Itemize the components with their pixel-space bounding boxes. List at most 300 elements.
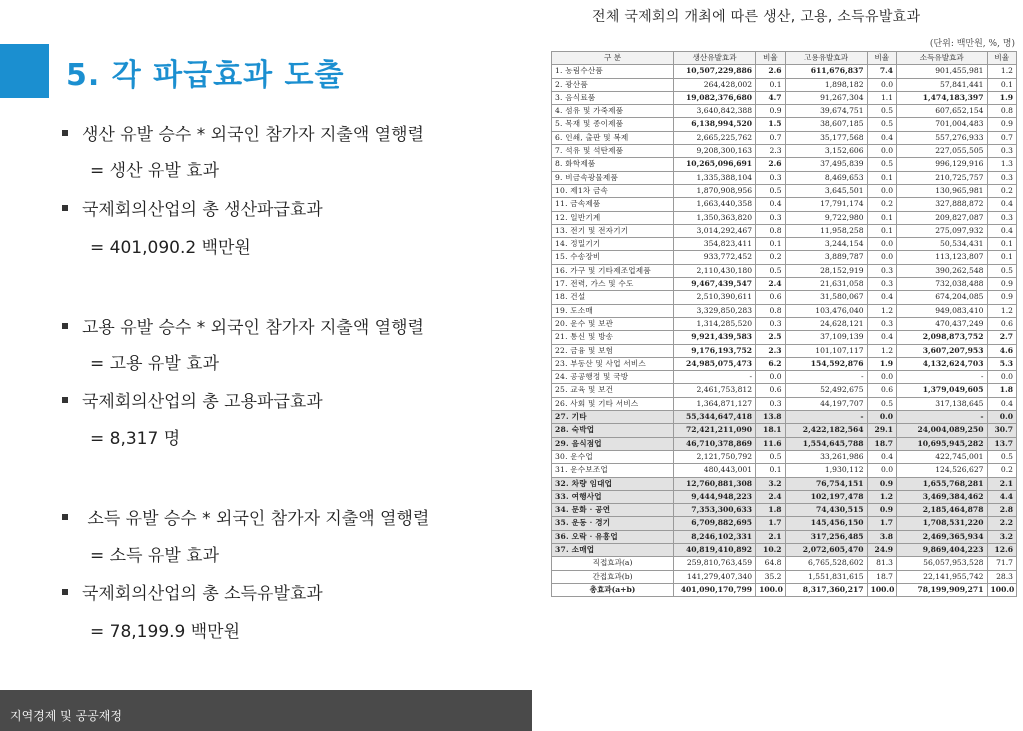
value-cell: 2,098,873,752 [897,331,987,344]
value-cell: 3,889,787 [785,251,867,264]
table-row [552,357,1017,370]
value-cell: 2.7 [987,331,1017,344]
value-cell: 0.7 [756,131,785,144]
row-label-cell: 23. 부동산 및 사업 서비스 [552,357,674,370]
value-cell: 22,141,955,742 [897,570,987,583]
value-cell: 72,421,211,090 [674,424,756,437]
table-row [552,238,1017,251]
row-label-cell: 3. 음식료품 [552,91,674,104]
value-cell: 4.6 [987,344,1017,357]
value-cell: 0.3 [756,317,785,330]
value-cell: 0.5 [756,264,785,277]
value-cell: 2.1 [987,477,1017,490]
value-cell: 55,344,647,418 [674,411,756,424]
value-cell: 0.1 [867,211,896,224]
value-cell: 52,492,675 [785,384,867,397]
value-cell: 39,674,751 [785,105,867,118]
value-cell: 78,199,909,271 [897,583,987,596]
value-cell: 264,428,002 [674,78,756,91]
value-cell: 0.9 [987,291,1017,304]
value-cell: 56,057,953,528 [897,557,987,570]
row-label-cell: 32. 차량 임대업 [552,477,674,490]
value-cell: 0.2 [987,464,1017,477]
value-cell: 9,869,404,223 [897,543,987,556]
value-cell: 35,177,568 [785,131,867,144]
value-cell: 259,810,763,459 [674,557,756,570]
table-row [552,424,1017,437]
row-label-cell: 5. 목재 및 종이제품 [552,118,674,131]
table-row [552,331,1017,344]
row-label-cell: 2. 광산품 [552,78,674,91]
row-label-cell: 6. 인쇄, 출판 및 복제 [552,131,674,144]
bullet-marker [62,323,68,329]
bullet-text: 국제회의산업의 총 고용파급효과 [82,392,323,412]
value-cell: 1.8 [987,384,1017,397]
bullet-marker [62,397,68,403]
table-row [552,397,1017,410]
value-cell: 0.5 [756,184,785,197]
bullet-text: = 고용 유발 효과 [90,354,219,374]
value-cell: 2,110,430,180 [674,264,756,277]
row-label-cell: 18. 건설 [552,291,674,304]
value-cell: 24,004,089,250 [897,424,987,437]
value-cell: 674,204,085 [897,291,987,304]
row-label-cell: 36. 오락 · 유흥업 [552,530,674,543]
row-label-cell: 21. 통신 및 방송 [552,331,674,344]
bullet-text: 고용 유발 승수 * 외국인 참가자 지출액 열행렬 [82,318,424,338]
value-cell: 2,665,225,762 [674,131,756,144]
value-cell: 2,469,365,934 [897,530,987,543]
value-cell: 0.3 [987,171,1017,184]
row-label-cell: 20. 운수 및 보관 [552,317,674,330]
value-cell: - [897,411,987,424]
value-cell: 10.2 [756,543,785,556]
row-label-cell: 14. 정밀기기 [552,238,674,251]
value-cell: 10,265,096,691 [674,158,756,171]
value-cell: 0.8 [756,304,785,317]
value-cell: 6,765,528,602 [785,557,867,570]
row-label-cell: 7. 석유 및 석탄제품 [552,145,674,158]
row-label-cell: 직접효과(a) [552,557,674,570]
table-row [552,583,1017,596]
value-cell: 0.5 [867,118,896,131]
value-cell: 10,695,945,282 [897,437,987,450]
value-cell: 24,628,121 [785,317,867,330]
value-cell: 0.4 [867,450,896,463]
bullet-item [62,387,323,412]
value-cell: 0.3 [867,264,896,277]
value-cell: 154,592,876 [785,357,867,370]
table-row [552,437,1017,450]
value-cell: 12.6 [987,543,1017,556]
value-cell: 28,152,919 [785,264,867,277]
table-row [552,224,1017,237]
row-label-cell: 27. 기타 [552,411,674,424]
table-row [552,490,1017,503]
table-row [552,184,1017,197]
value-cell: 2.1 [756,530,785,543]
value-cell: 0.2 [756,251,785,264]
value-cell: 0.8 [987,105,1017,118]
value-cell: 1.2 [867,490,896,503]
table-row [552,504,1017,517]
value-cell: 0.0 [867,464,896,477]
value-cell: 0.4 [756,198,785,211]
value-cell: 1,898,182 [785,78,867,91]
header-cell: 소득유발효과 [897,52,987,65]
header-cell: 구 분 [552,52,674,65]
value-cell: 0.3 [987,211,1017,224]
value-cell: 210,725,757 [897,171,987,184]
value-cell: 3.2 [987,530,1017,543]
value-cell: 0.5 [867,158,896,171]
value-cell: 0.0 [867,411,896,424]
value-cell: 7.4 [867,65,896,78]
value-cell: 9,176,193,752 [674,344,756,357]
bullet-text: = 401,090.2 백만원 [90,238,251,258]
bullet-text: 국제회의산업의 총 소득유발효과 [82,584,323,604]
value-cell: 0.4 [987,224,1017,237]
row-label-cell: 11. 금속제품 [552,198,674,211]
value-cell: 38,607,185 [785,118,867,131]
bullet-text: = 소득 유발 효과 [90,546,219,566]
header-cell: 고용유발효과 [785,52,867,65]
row-label-cell: 34. 문화 · 공연 [552,504,674,517]
value-cell: 0.2 [987,184,1017,197]
table-row [552,530,1017,543]
table-row [552,557,1017,570]
value-cell: 557,276,933 [897,131,987,144]
value-cell: 71.7 [987,557,1017,570]
value-cell: 1,870,908,956 [674,184,756,197]
value-cell: 9,444,948,223 [674,490,756,503]
value-cell: 2.2 [987,517,1017,530]
value-cell: 0.1 [756,78,785,91]
table-row [552,411,1017,424]
value-cell: 0.3 [756,171,785,184]
row-label-cell: 24. 공공행정 및 국방 [552,371,674,384]
table-row [552,477,1017,490]
value-cell: 317,138,645 [897,397,987,410]
value-cell: - [785,371,867,384]
value-cell: 0.5 [867,397,896,410]
value-cell: 5.3 [987,357,1017,370]
value-cell: 145,456,150 [785,517,867,530]
value-cell: 1.2 [987,65,1017,78]
row-label-cell: 1. 농림수산품 [552,65,674,78]
value-cell: 8,317,360,217 [785,583,867,596]
table-row [552,145,1017,158]
value-cell: 0.4 [867,331,896,344]
value-cell: 2.3 [756,145,785,158]
value-cell: 28.3 [987,570,1017,583]
value-cell: 11.6 [756,437,785,450]
table-header-row [552,52,1017,65]
value-cell: 422,745,001 [897,450,987,463]
value-cell: 209,827,087 [897,211,987,224]
value-cell: 0.1 [867,224,896,237]
table-row [552,105,1017,118]
row-label-cell: 35. 운동 · 경기 [552,517,674,530]
table-row [552,198,1017,211]
value-cell: 0.5 [756,450,785,463]
value-cell: 44,197,707 [785,397,867,410]
value-cell: 130,965,981 [897,184,987,197]
value-cell: 1,930,112 [785,464,867,477]
value-cell: 2,422,182,564 [785,424,867,437]
value-cell: 2.4 [756,490,785,503]
row-label-cell: 33. 여행사업 [552,490,674,503]
table-title: 전체 국제회의 개최에 따른 생산, 고용, 소득유발효과 [592,9,921,25]
value-cell: 74,430,515 [785,504,867,517]
value-cell: 3.8 [867,530,896,543]
row-label-cell: 19. 도소매 [552,304,674,317]
value-cell: 9,467,439,547 [674,278,756,291]
row-label-cell: 10. 제1차 금속 [552,184,674,197]
table-row [552,517,1017,530]
value-cell: 17,791,174 [785,198,867,211]
value-cell: - [785,411,867,424]
value-cell: 0.8 [756,224,785,237]
value-cell: 18.7 [867,437,896,450]
row-label-cell: 26. 사회 및 기타 서비스 [552,397,674,410]
value-cell: 1,663,440,358 [674,198,756,211]
value-cell: 101,107,117 [785,344,867,357]
value-cell: 24.9 [867,543,896,556]
value-cell: 0.0 [987,411,1017,424]
table-row [552,158,1017,171]
footer-text: 지역경제 및 공공재정 [10,709,122,723]
table-row [552,131,1017,144]
row-label-cell: 28. 숙박업 [552,424,674,437]
value-cell: 1,364,871,127 [674,397,756,410]
value-cell: 6.2 [756,357,785,370]
row-label-cell: 12. 일반기계 [552,211,674,224]
value-cell: 0.0 [867,238,896,251]
table-row [552,450,1017,463]
value-cell: 3,469,384,462 [897,490,987,503]
value-cell: 0.4 [987,198,1017,211]
value-cell: 1,314,285,520 [674,317,756,330]
value-cell: 0.1 [987,251,1017,264]
value-cell: 470,437,249 [897,317,987,330]
value-cell: 354,823,411 [674,238,756,251]
value-cell: 0.1 [987,238,1017,251]
bullet-result [90,617,240,642]
value-cell: 35.2 [756,570,785,583]
value-cell: 103,476,040 [785,304,867,317]
value-cell: 0.0 [867,371,896,384]
table-row [552,65,1017,78]
value-cell: 0.5 [987,450,1017,463]
table-row [552,291,1017,304]
value-cell: 141,279,407,340 [674,570,756,583]
value-cell: 3,645,501 [785,184,867,197]
value-cell: 607,652,154 [897,105,987,118]
bullet-item [62,313,424,338]
bullet-marker [62,589,68,595]
table-row [552,78,1017,91]
value-cell: 12,760,881,308 [674,477,756,490]
value-cell: 0.1 [756,464,785,477]
value-cell: 2,121,750,792 [674,450,756,463]
bullet-text: 소득 유발 승수 * 외국인 참가자 지출액 열행렬 [82,509,430,529]
bullet-text: = 생산 유발 효과 [90,161,219,181]
value-cell: 37,495,839 [785,158,867,171]
value-cell: 0.6 [756,384,785,397]
table-row [552,371,1017,384]
value-cell: 0.6 [867,384,896,397]
value-cell: 933,772,452 [674,251,756,264]
table-row [552,251,1017,264]
value-cell: 0.5 [867,105,896,118]
table-row [552,91,1017,104]
value-cell: 3,152,606 [785,145,867,158]
row-label-cell: 간접효과(b) [552,570,674,583]
bullet-result [90,424,180,449]
table-row [552,570,1017,583]
value-cell: 0.6 [987,317,1017,330]
table-row [552,543,1017,556]
header-cell: 비율 [987,52,1017,65]
value-cell: 0.2 [867,198,896,211]
value-cell: 1.2 [987,304,1017,317]
value-cell: 31,580,067 [785,291,867,304]
value-cell: 3,244,154 [785,238,867,251]
value-cell: 57,841,441 [897,78,987,91]
table-row [552,304,1017,317]
value-cell: 19,082,376,680 [674,91,756,104]
bullet-item [62,120,424,145]
row-label-cell: 8. 화학제품 [552,158,674,171]
row-label-cell: 총효과(a+b) [552,583,674,596]
value-cell: 227,055,505 [897,145,987,158]
value-cell: 3,640,842,388 [674,105,756,118]
table-unit-note: (단위: 백만원, %, 명) [929,39,1015,49]
bullet-item [62,504,429,529]
value-cell: 113,123,807 [897,251,987,264]
value-cell: 2.4 [756,278,785,291]
bullet-text: = 8,317 명 [90,429,181,449]
value-cell: 401,090,170,799 [674,583,756,596]
value-cell: 1.1 [867,91,896,104]
table-body [552,65,1017,597]
value-cell: 9,921,439,583 [674,331,756,344]
value-cell: 1,708,531,220 [897,517,987,530]
value-cell: 4.7 [756,91,785,104]
value-cell: 480,443,001 [674,464,756,477]
value-cell: 3,607,207,953 [897,344,987,357]
value-cell: 701,004,483 [897,118,987,131]
value-cell: 0.3 [987,145,1017,158]
value-cell: 327,888,872 [897,198,987,211]
value-cell: 1,554,645,788 [785,437,867,450]
bullet-marker [62,130,68,136]
value-cell: 9,208,300,163 [674,145,756,158]
value-cell: 1,474,183,397 [897,91,987,104]
value-cell: 0.0 [867,251,896,264]
value-cell: 0.3 [867,317,896,330]
value-cell: 2.8 [987,504,1017,517]
value-cell: 100.0 [987,583,1017,596]
value-cell: 0.0 [756,371,785,384]
value-cell: 4,132,624,703 [897,357,987,370]
value-cell: 0.3 [867,278,896,291]
value-cell: 3.2 [756,477,785,490]
value-cell: - [674,371,756,384]
row-label-cell: 15. 수송장비 [552,251,674,264]
value-cell: 2,510,390,611 [674,291,756,304]
value-cell: 0.9 [987,278,1017,291]
row-label-cell: 30. 운수업 [552,450,674,463]
row-label-cell: 16. 가구 및 기타제조업제품 [552,264,674,277]
value-cell: 901,455,981 [897,65,987,78]
value-cell: 0.9 [987,118,1017,131]
value-cell: 1.2 [867,344,896,357]
value-cell: 0.6 [756,291,785,304]
bullet-result [90,349,219,374]
table-row [552,264,1017,277]
value-cell: 0.0 [987,371,1017,384]
value-cell: 1,335,388,104 [674,171,756,184]
value-cell: 2.6 [756,65,785,78]
value-cell: 124,526,627 [897,464,987,477]
value-cell: 0.5 [987,264,1017,277]
value-cell: 100.0 [867,583,896,596]
value-cell: 46,710,378,869 [674,437,756,450]
table-row [552,118,1017,131]
value-cell: 40,819,410,892 [674,543,756,556]
value-cell: 24,985,075,473 [674,357,756,370]
value-cell: 0.0 [867,78,896,91]
value-cell: 21,631,058 [785,278,867,291]
value-cell: 64.8 [756,557,785,570]
header-cell: 생산유발효과 [674,52,756,65]
footer-bar [0,690,532,731]
row-label-cell: 37. 소매업 [552,543,674,556]
value-cell: 0.0 [867,184,896,197]
bullet-marker [62,514,68,520]
value-cell: 0.1 [987,78,1017,91]
value-cell: 50,534,431 [897,238,987,251]
value-cell: 1,655,768,281 [897,477,987,490]
table-row [552,317,1017,330]
value-cell: 37,109,139 [785,331,867,344]
value-cell: 0.9 [756,105,785,118]
bullet-text: = 78,199.9 백만원 [90,622,241,642]
value-cell: 1.2 [867,304,896,317]
value-cell: 1.9 [867,357,896,370]
bullet-result [90,156,219,181]
value-cell: 1.5 [756,118,785,131]
value-cell: 1.8 [756,504,785,517]
row-label-cell: 17. 전력, 가스 및 수도 [552,278,674,291]
effects-table [551,51,1017,597]
value-cell: 0.4 [867,131,896,144]
value-cell: 6,709,882,695 [674,517,756,530]
value-cell: 18.7 [867,570,896,583]
value-cell: 9,722,980 [785,211,867,224]
value-cell: 1,551,831,615 [785,570,867,583]
row-label-cell: 31. 운수보조업 [552,464,674,477]
value-cell: 275,097,932 [897,224,987,237]
value-cell: 0.9 [867,504,896,517]
table-row [552,171,1017,184]
value-cell: 81.3 [867,557,896,570]
bullet-item [62,195,323,220]
table-row [552,384,1017,397]
value-cell: 6,138,994,520 [674,118,756,131]
